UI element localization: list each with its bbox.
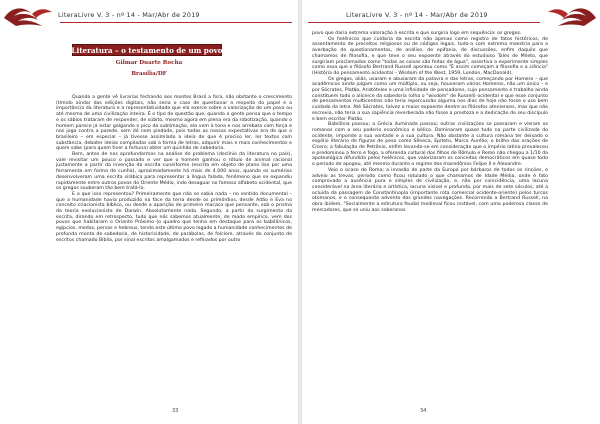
paragraph: Os gregos, aliás, usaram e abusaram da palavra e das letras, começando por Homero – que acadêmicos ainda julgam como um múltiplo, ou seja, houveram vários Homeros, não um único – e por Sócrates, Platão, Aristóteles e uma infinidade de pensadores, cujo pensamento e trabalho ainda constituem todo o alicerce da sabedoria (olha o "wisdom" de Russell) ocidental e que esse conjunto de pensamentos multicentros não teria repercussão alguma nos dias de hoje não fosse o uso bem cuidado da letra. Até Sócrates, talvez o maior expoente dentre os filósofos atenienses, mas que não escrevia, não teria a sua sapiência reverberada não fosse a presteza e a dedicação do seu discípulo e bem escritor Platão. bbox=[312, 76, 548, 122]
paragraph: Bem, antes de nos aprofundarmos na análise do problema (declínio da literatura no país), vale revisitar um pouco o passado e ver que o homem ganhou o rótulo de animal racional justamente a partir da invenção da escrita cuneiforme (escrita em objeto de plano liso por uma ferramenta em forma de cunha), aproximadamente há mais de 4.000 anos, quando os sumérios desenvolveram uma escrita silábica para representar a língua falada, fenômeno que se expandiu rapidamente entre outros povos do Oriente Médio, indo desaguar no famoso alfabeto ocidental, que os gregos souberam tão bem tratá-lo. bbox=[56, 152, 292, 192]
header-title: LiteraLivre V. 3 - nº 14 - Mar/Abr de 2019 bbox=[58, 11, 200, 19]
header-rule bbox=[60, 22, 292, 23]
paragraph: Os helênicos que cuidaria da escrita não apenas como registro de fatos históricos, de assentamento de preceitos religiosos ou de códigos legais, tudo-a com extrema maestria para a averbação de questionamentos, de análise, de epifania, de discussões, enfim daquilo que chamamos de filosofia, e que teve o seu expoente através do estudioso Tales de Mileto, que surgiriam proclamados como "todas as coisas são feitas de água", assertiva a experimente simples como essa que o filósofo Bertrand Russell apontou como "É assim começam a filosofia e a ciência" (História do pensamento ocidental – Wisdom of the West, 1959, London, MacDonald). bbox=[312, 36, 548, 76]
article-title-banner bbox=[72, 44, 222, 56]
paragraph: Quando a gente vê livrarias fechando aos montes Brasil a fora, não obstante o crescimento (tímido ainda) das edições digitais, não seria o caso de questionar a respeito do papel e a importância da literatura e a representatividade que ela exerce sobre a valorização de um povo ou até mesmo de uma civilização inteira. É o tipo de questão que, quando a gente pensa que o tempo e os sábios trataram de responder, de súbito, mesmo agora em plena era da robotização, quando o homem parece já estar galgando o pico da sublimação, ela vem à tona e nos arrebata com força e nos joga contra a parede, sem dó nem piedade, pois todas as nossas expectativas era de que o brasileiro – em especial – já tivesse assimilado a ideia de que é preciso ler, ler textos com substância, debater ideias compiladas sob a forma de letras, adquirir mais e mais conhecimentos e quem sabe (para quem tiver a fortuna) obter um quinhão de sabedoria. bbox=[56, 95, 292, 152]
right-body-text bbox=[312, 31, 548, 214]
paragraph: Babilônia passou; a Grécia iluminada passou; outras civilizações se passaram e vieram os romanos com o seu poderio econômico e bélico. Dominaram quase tudo na parte civilizada do ocidente, imponde a sua vontade e a sua cultura. Não obstante a cultura romana ter deixado o espólio literário de figuras de peso como Sêneca, Epíteto, Marco Aurélio; o brilho das orações de Cícero; a fabulação de Petrônio, enfim levando-se em consideração que o império latino prevaleceu e predominou a ferro e fogo, a oferenda cultural dos filhos de Rômulo e Remo não chegou a 1/10 da apoteológica difundida pelos helênicos, que valorizaram os conceitos democráticos em quase todo o período de apogeu, até mesmo durante o regime dos macedônios Felipe II e Alexandre. bbox=[312, 122, 548, 168]
left-page bbox=[0, 0, 298, 424]
author-location: Brasília/DF bbox=[131, 71, 167, 77]
header-title: LiteraLivre V. 3 - nº 14 - Mar/Abr de 2019 bbox=[346, 11, 488, 19]
left-body-text bbox=[56, 95, 292, 243]
bird-logo-icon bbox=[546, 4, 598, 30]
right-page bbox=[302, 0, 600, 424]
paragraph: povo que daria extrema valoração à escrita e que surgiria logo em sequência: os gregos. bbox=[312, 31, 522, 36]
paragraph: Veio o ocaso de Roma; a invasão de parte da Europa por bárbaros de todos os rincões, e adveio as trevas, período como ficou rotulado o que chamamos de Idade Média, onde é fato comprovado a ausência pura e simples de civilização, e, não por coincidência, uma lacuna considerável na área literária e artística, lacuna visível e profunda, por mais de sete séculos, até a ocluida da passagem de Constantinopla (importante rota comercial ocidente-oriente) pelos turcos otomanos, e o consequente advento das grandes navegações. Recorrendo a Bertrand Russell, na obra ibidem, "Socialmente a estrutura feudal medieval ficou instável, com uma poderosa classe de mercadores, que se uniu aos soberanos bbox=[312, 167, 548, 213]
header-rule bbox=[308, 22, 540, 23]
page-number: 33 bbox=[172, 408, 179, 414]
author-name: Gilmar Duarte Rocha bbox=[115, 60, 183, 66]
bird-logo-icon bbox=[2, 4, 54, 30]
page-number: 34 bbox=[420, 408, 427, 414]
right-page-header bbox=[302, 4, 600, 24]
left-page-header bbox=[0, 4, 298, 24]
paragraph: E o que isso representou? Primeiramente que não se sabia nada – no sentido documental – que a humanidade havia produzido na face da terra desde os primórdios, desde Adão e Eva no conceito criacionista bíblico, ou desde a aparição do primeiro macaco que pensante, sob o prisma da teoria evolucionista de Darwin. Absolutamente nada. Segundo, a partir do surgimento da escrita, dirando em retrospecto, tudo que nós sabemos atualmente, de modo empírico, vem dos povos que habitaram o Oriente Próximo (o quadro que tenha em destaque para os babilônicos, egípcios, medas, persas e hebreus, tendo este último povo legado a humanidade conhecimentos de profunda monta de sabedoria, de historicidade, de parábolas, de folclore, através do conjunto de escritos chamado Bíblia, por sinal escritos amalgamados e refinados por outro bbox=[56, 191, 292, 243]
article-title: Literatura – o testamento de um povo bbox=[71, 45, 223, 55]
